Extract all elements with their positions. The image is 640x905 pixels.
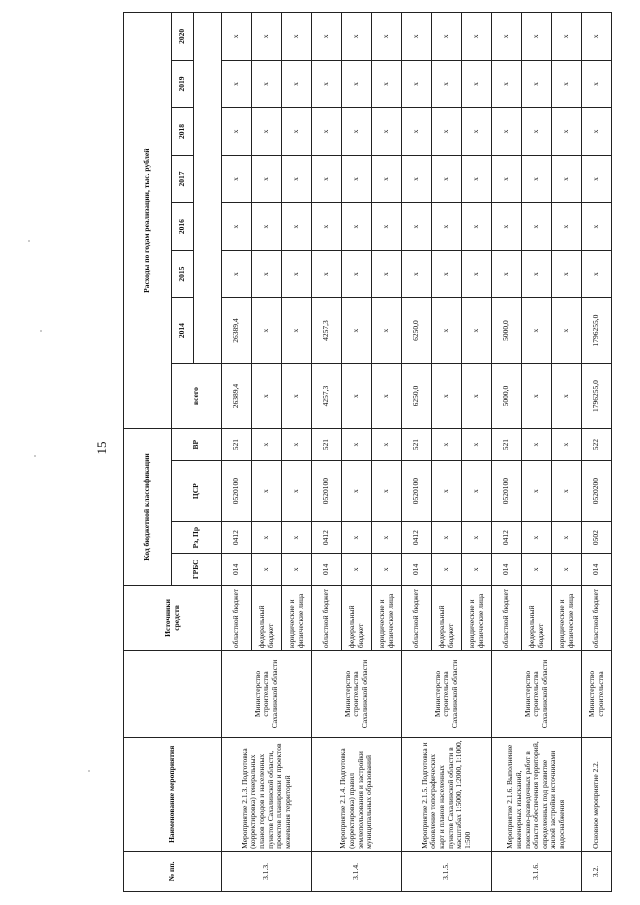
row-cell: 0520100 (222, 461, 252, 522)
header-exec (124, 651, 222, 738)
row-num: 3.2. (582, 851, 612, 891)
row-cell: х (492, 108, 522, 156)
row-cell: х (312, 155, 342, 203)
row-cell: х (222, 108, 252, 156)
row-cell: 521 (312, 429, 342, 461)
header-year: 2015 (172, 250, 194, 298)
row-name: Мероприятие 2.1.4. Подготовка (корректировка) правил землепользования и застройки муниципальных образований (312, 737, 402, 851)
row-source: областной бюджет (402, 585, 432, 650)
row-num: 3.1.4. (312, 851, 402, 891)
row-cell: х (252, 250, 282, 298)
row-cell: 0520200 (582, 461, 612, 522)
row-cell: 521 (402, 429, 432, 461)
row-cell: х (252, 363, 282, 428)
row-cell: х (522, 553, 552, 585)
row-cell: 0412 (222, 522, 252, 554)
row-cell: х (282, 522, 312, 554)
row-cell: х (252, 13, 282, 61)
row-cell: х (282, 429, 312, 461)
row-cell: х (432, 429, 462, 461)
row-cell: х (342, 250, 372, 298)
row-cell: х (282, 203, 312, 251)
row-cell: 522 (582, 429, 612, 461)
row-name: Основное мероприятие 2.2. (582, 737, 612, 851)
row-cell: 4257,3 (312, 363, 342, 428)
row-exec: Министерство строительства (582, 651, 612, 738)
row-cell: х (282, 108, 312, 156)
row-cell: х (342, 553, 372, 585)
row-cell: х (432, 155, 462, 203)
row-cell: х (552, 60, 582, 108)
row-cell: х (372, 60, 402, 108)
row-cell: х (462, 250, 492, 298)
header-budget-code: Код бюджетной классификации (124, 429, 172, 585)
row-cell: х (252, 203, 282, 251)
row-cell: х (552, 13, 582, 61)
row-cell: х (252, 522, 282, 554)
row-cell: х (372, 108, 402, 156)
header-year: 2016 (172, 203, 194, 251)
row-cell: х (342, 298, 372, 363)
table-row (222, 13, 252, 892)
row-cell: х (372, 298, 402, 363)
header-year: 2019 (172, 60, 194, 108)
row-cell: х (462, 461, 492, 522)
header-csr: ЦСР (172, 461, 222, 522)
row-cell: х (462, 553, 492, 585)
row-cell: х (372, 461, 402, 522)
row-cell: х (282, 363, 312, 428)
row-cell: х (522, 298, 552, 363)
header-year: 2020 (172, 13, 194, 61)
row-cell: х (252, 60, 282, 108)
row-cell: 4257,3 (312, 298, 342, 363)
row-cell: х (492, 250, 522, 298)
row-cell: х (522, 250, 552, 298)
row-source: областной бюджет (312, 585, 342, 650)
row-cell: х (372, 155, 402, 203)
row-cell: х (582, 60, 612, 108)
row-cell: х (522, 108, 552, 156)
row-cell: х (462, 13, 492, 61)
row-cell: х (432, 298, 462, 363)
rotated-page (123, 12, 633, 892)
row-source: федеральный бюджет (252, 585, 282, 650)
header-year: 2018 (172, 108, 194, 156)
row-cell: х (522, 155, 552, 203)
row-cell: х (432, 60, 462, 108)
row-cell: х (252, 553, 282, 585)
scan-speck (34, 455, 36, 457)
header-num: № пп. (124, 851, 222, 891)
row-cell: х (402, 250, 432, 298)
row-cell: х (432, 461, 462, 522)
row-cell: х (552, 155, 582, 203)
row-cell: х (492, 13, 522, 61)
row-cell: х (222, 250, 252, 298)
row-cell: 0412 (492, 522, 522, 554)
row-name: Мероприятие 2.1.6. Выполнение инженерных изысканий, поисково-разведочных работ в области обеспечения территорий, определенных под развитие жилой застройки источниками водоснабжения (492, 737, 582, 851)
row-cell: х (252, 461, 282, 522)
row-cell: х (492, 155, 522, 203)
row-cell: 5000,0 (492, 298, 522, 363)
row-cell: х (372, 522, 402, 554)
row-cell: х (492, 203, 522, 251)
table-row (492, 13, 522, 892)
budget-table (123, 12, 612, 892)
row-cell: х (372, 363, 402, 428)
row-cell: 014 (582, 553, 612, 585)
row-cell: х (552, 522, 582, 554)
row-cell: х (342, 108, 372, 156)
table-row (582, 13, 612, 892)
row-cell: 0520100 (402, 461, 432, 522)
row-cell: х (582, 13, 612, 61)
header-name: Наименование мероприятия (124, 737, 222, 851)
row-cell: х (222, 203, 252, 251)
row-cell: х (552, 298, 582, 363)
row-cell: х (432, 203, 462, 251)
header-total: всего (172, 363, 222, 428)
row-cell: х (342, 60, 372, 108)
row-cell: х (462, 108, 492, 156)
row-source: федеральный бюджет (342, 585, 372, 650)
row-cell: х (522, 13, 552, 61)
row-exec: Министерство строительства Сахалинской области (222, 651, 312, 738)
row-cell: х (522, 461, 552, 522)
row-cell: 521 (222, 429, 252, 461)
row-source: областной бюджет (222, 585, 252, 650)
row-cell: 1796255,0 (582, 298, 612, 363)
row-cell: 014 (222, 553, 252, 585)
row-num: 3.1.5. (402, 851, 492, 891)
row-cell: х (432, 13, 462, 61)
row-cell: х (492, 60, 522, 108)
scan-speck (88, 770, 90, 772)
header-rzpr: Рз, Пр (172, 522, 222, 554)
row-cell: 521 (492, 429, 522, 461)
row-cell: х (252, 108, 282, 156)
row-cell: х (372, 250, 402, 298)
row-cell: 0502 (582, 522, 612, 554)
row-cell: х (522, 60, 552, 108)
row-exec: Министерство строительства Сахалинской области (402, 651, 492, 738)
row-cell: х (582, 203, 612, 251)
row-cell: х (552, 108, 582, 156)
header-vr: ВР (172, 429, 222, 461)
header-grbs: ГРБС (172, 553, 222, 585)
row-cell: х (282, 60, 312, 108)
row-cell: 014 (312, 553, 342, 585)
row-cell: х (552, 553, 582, 585)
row-cell: х (252, 429, 282, 461)
row-cell: х (432, 553, 462, 585)
row-cell: х (312, 108, 342, 156)
row-source: федеральный бюджет (522, 585, 552, 650)
row-cell: х (432, 522, 462, 554)
row-cell: 6250,0 (402, 298, 432, 363)
row-cell: х (342, 203, 372, 251)
row-cell: 5000,0 (492, 363, 522, 428)
row-cell: 1796255,0 (582, 363, 612, 428)
row-cell: 0412 (402, 522, 432, 554)
row-cell: 0520100 (312, 461, 342, 522)
row-cell: х (222, 13, 252, 61)
row-cell: х (552, 429, 582, 461)
table-body (222, 13, 612, 892)
table-header (124, 13, 222, 892)
row-cell: х (462, 522, 492, 554)
row-cell: х (372, 429, 402, 461)
row-source: областной бюджет (492, 585, 522, 650)
row-cell: 014 (492, 553, 522, 585)
row-cell: 6250,0 (402, 363, 432, 428)
row-cell: х (462, 363, 492, 428)
row-name: Мероприятие 2.1.5. Подготовка и обновление топографических карт и планов населенных пунктов Сахалинской области в масштабах 1:5000, 1:2000, 1:1000, 1:500 (402, 737, 492, 851)
row-cell: 0412 (312, 522, 342, 554)
row-cell: 26389,4 (222, 298, 252, 363)
row-cell: х (282, 298, 312, 363)
row-cell: х (432, 108, 462, 156)
row-cell: 0520100 (492, 461, 522, 522)
header-expenses: Расходы по годам реализации, тыс. рублей (124, 13, 172, 429)
row-cell: х (372, 13, 402, 61)
row-cell: х (222, 60, 252, 108)
row-cell: х (312, 250, 342, 298)
row-cell: х (342, 522, 372, 554)
row-cell: х (462, 60, 492, 108)
row-source: юридические и физические лица (372, 585, 402, 650)
scan-speck (28, 240, 30, 242)
row-cell: 26389,4 (222, 363, 252, 428)
row-cell: х (432, 363, 462, 428)
row-cell: х (222, 155, 252, 203)
row-exec: Министерство строительства Сахалинской области (492, 651, 582, 738)
row-cell: х (402, 60, 432, 108)
row-cell: х (312, 13, 342, 61)
row-cell: х (402, 155, 432, 203)
row-cell: х (552, 461, 582, 522)
row-cell: х (342, 155, 372, 203)
row-source: федеральный бюджет (432, 585, 462, 650)
row-cell: х (522, 522, 552, 554)
row-cell: х (402, 13, 432, 61)
row-cell: 014 (402, 553, 432, 585)
row-cell: х (342, 429, 372, 461)
row-cell: х (342, 13, 372, 61)
row-cell: х (522, 203, 552, 251)
row-source: областной бюджет (582, 585, 612, 650)
row-cell: х (582, 108, 612, 156)
row-name: Мероприятие 2.1.3. Подготовка (корректировка) генеральных планов городов и населенных пунктов Сахалинской области, проектов планировки и проектов межевания территорий (222, 737, 312, 851)
row-cell: х (402, 108, 432, 156)
row-cell: х (342, 461, 372, 522)
table-row (312, 13, 342, 892)
row-cell: х (402, 203, 432, 251)
row-cell: х (462, 203, 492, 251)
row-source: юридические и физические лица (552, 585, 582, 650)
row-cell: х (462, 298, 492, 363)
row-cell: х (462, 155, 492, 203)
row-cell: х (552, 363, 582, 428)
row-cell: х (522, 363, 552, 428)
row-cell: х (342, 363, 372, 428)
header-year: 2017 (172, 155, 194, 203)
header-year: 2014 (172, 298, 194, 363)
row-cell: х (552, 203, 582, 251)
row-cell: х (312, 203, 342, 251)
row-cell: х (552, 250, 582, 298)
page-number: 15 (94, 441, 109, 455)
row-cell: х (462, 429, 492, 461)
row-cell: х (312, 60, 342, 108)
scan-speck (40, 330, 42, 332)
row-exec: Министерство строительства Сахалинской области (312, 651, 402, 738)
row-cell: х (582, 155, 612, 203)
row-cell: х (432, 250, 462, 298)
row-cell: х (282, 250, 312, 298)
row-num: 3.1.3. (222, 851, 312, 891)
row-cell: х (252, 298, 282, 363)
header-source: Источники средств (124, 585, 222, 650)
row-cell: х (282, 155, 312, 203)
row-source: юридические и физические лица (282, 585, 312, 650)
row-cell: х (372, 553, 402, 585)
row-cell: х (372, 203, 402, 251)
table-row (402, 13, 432, 892)
row-cell: х (282, 461, 312, 522)
row-cell: х (282, 553, 312, 585)
row-source: юридические и физические лица (462, 585, 492, 650)
row-cell: х (582, 250, 612, 298)
row-cell: х (522, 429, 552, 461)
row-cell: х (282, 13, 312, 61)
row-num: 3.1.6. (492, 851, 582, 891)
row-cell: х (252, 155, 282, 203)
